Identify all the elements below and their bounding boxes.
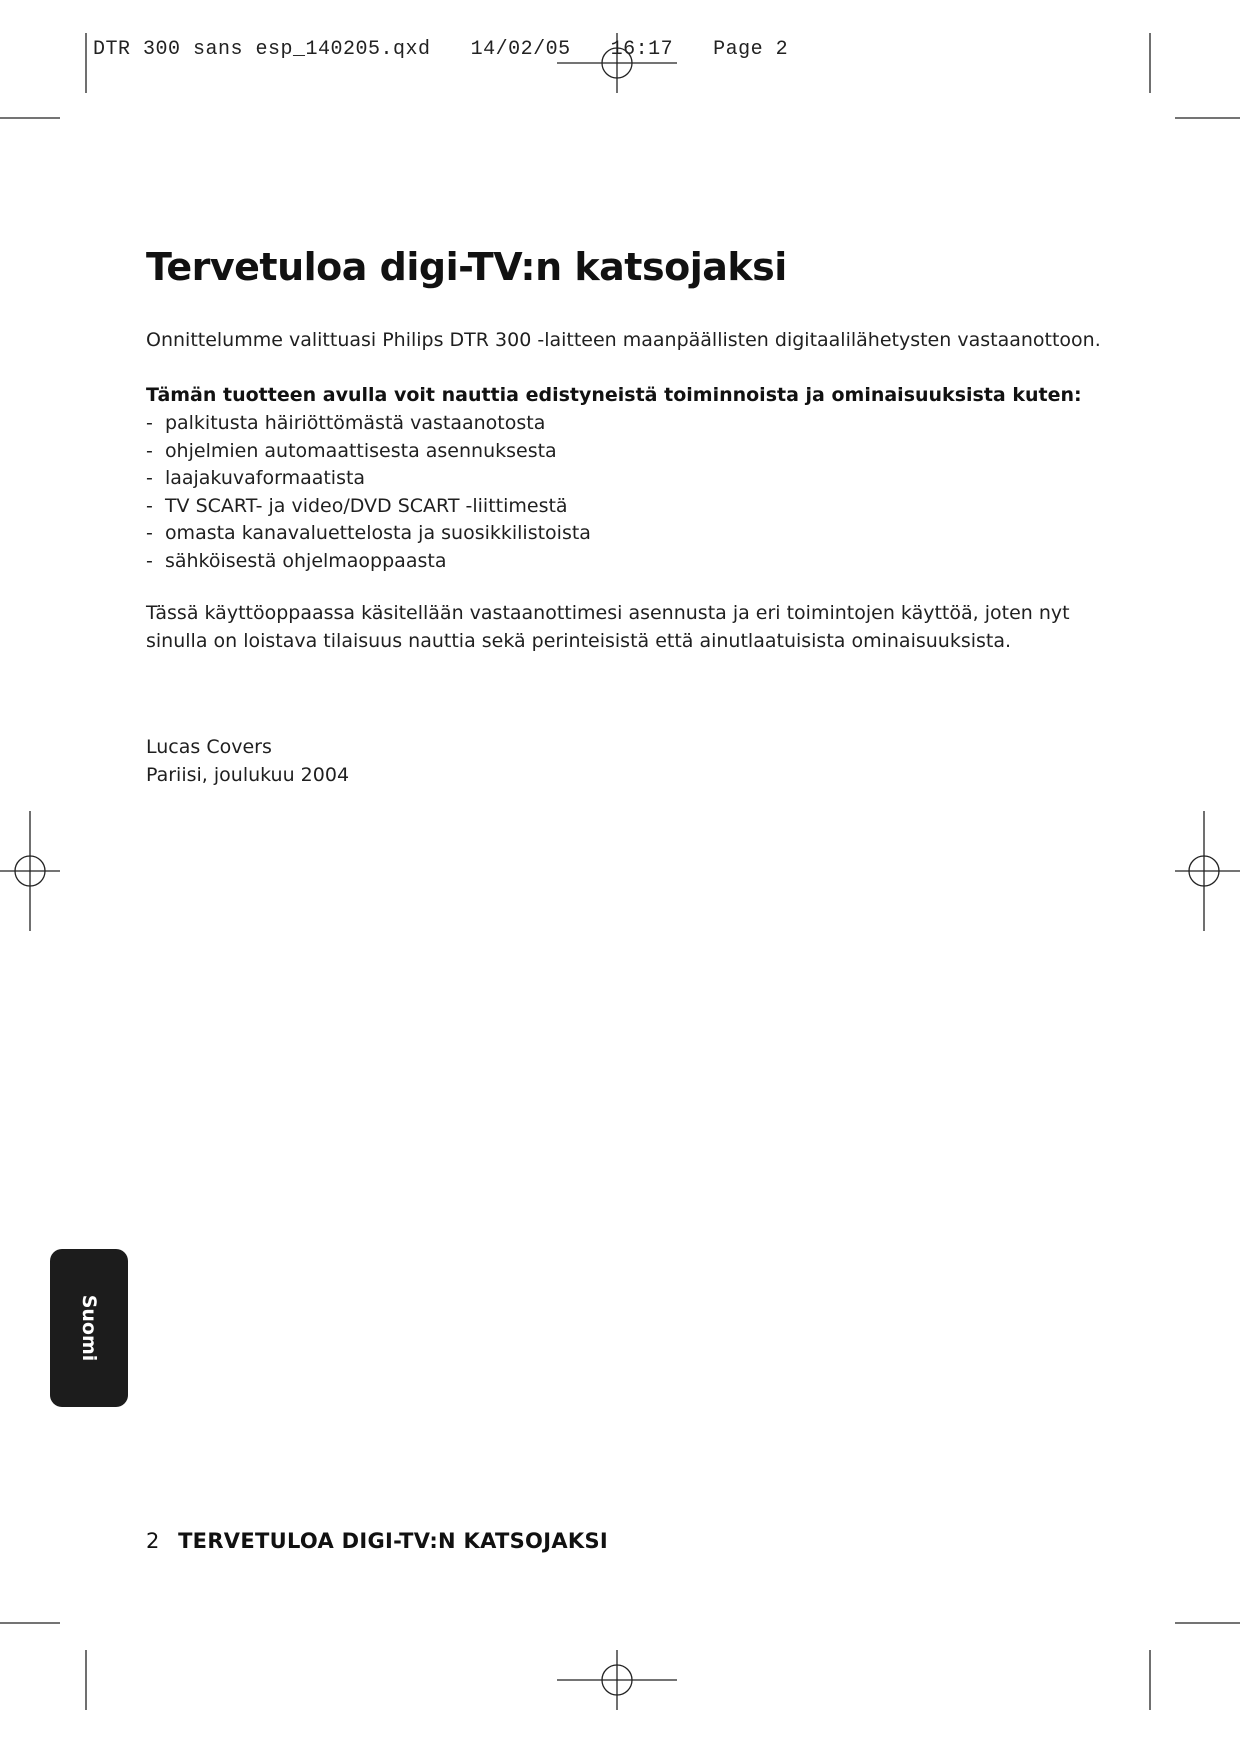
intro-paragraph: Onnittelumme valittuasi Philips DTR 300 -laitteen maanpäällisten digitaalilähetysten vastaanottoon. [146,329,1101,351]
slug-page: Page 2 [713,38,789,61]
slug-time: 16:17 [610,38,674,61]
footer-section-title: TERVETULOA DIGI-TV:N KATSOJAKSI [178,1529,608,1553]
feature-item: - omasta kanavaluettelosta ja suosikkilistoista [146,520,1106,548]
features-heading: Tämän tuotteen avulla voit nauttia edistyneistä toiminnoista ja ominaisuuksista kuten: [146,384,1082,406]
language-tab [50,1249,128,1407]
feature-item: - ohjelmien automaattisesta asennuksesta [146,438,1106,466]
page-title: Tervetuloa digi-TV:n katsojaksi [146,245,787,289]
language-tab-label: Suomi [78,1294,100,1362]
signature-name: Lucas Covers [146,736,272,758]
signature-block [146,734,1106,789]
features-list [146,410,1106,575]
slug-date: 14/02/05 [470,38,571,61]
slug-filename: DTR 300 sans esp_140205.qxd [93,38,431,61]
signature-place-date: Pariisi, joulukuu 2004 [146,763,350,786]
page-footer [146,1529,608,1553]
footer-page-number: 2 [146,1529,160,1553]
print-slug-line [93,38,828,61]
feature-item: - sähköisestä ohjelmaoppaasta [146,548,1106,576]
feature-item: - TV SCART- ja video/DVD SCART -liittimestä [146,493,1106,521]
feature-item: - palkitusta häiriöttömästä vastaanotosta [146,410,1106,438]
closing-paragraph: Tässä käyttöoppaassa käsitellään vastaanottimesi asennusta ja eri toimintojen käyttöä, joten nyt sinulla on loistava tilaisuus nauttia sekä perinteisistä että ainutlaatuisista ominaisuuksista. [146,602,1070,652]
feature-item: - laajakuvaformaatista [146,465,1106,493]
